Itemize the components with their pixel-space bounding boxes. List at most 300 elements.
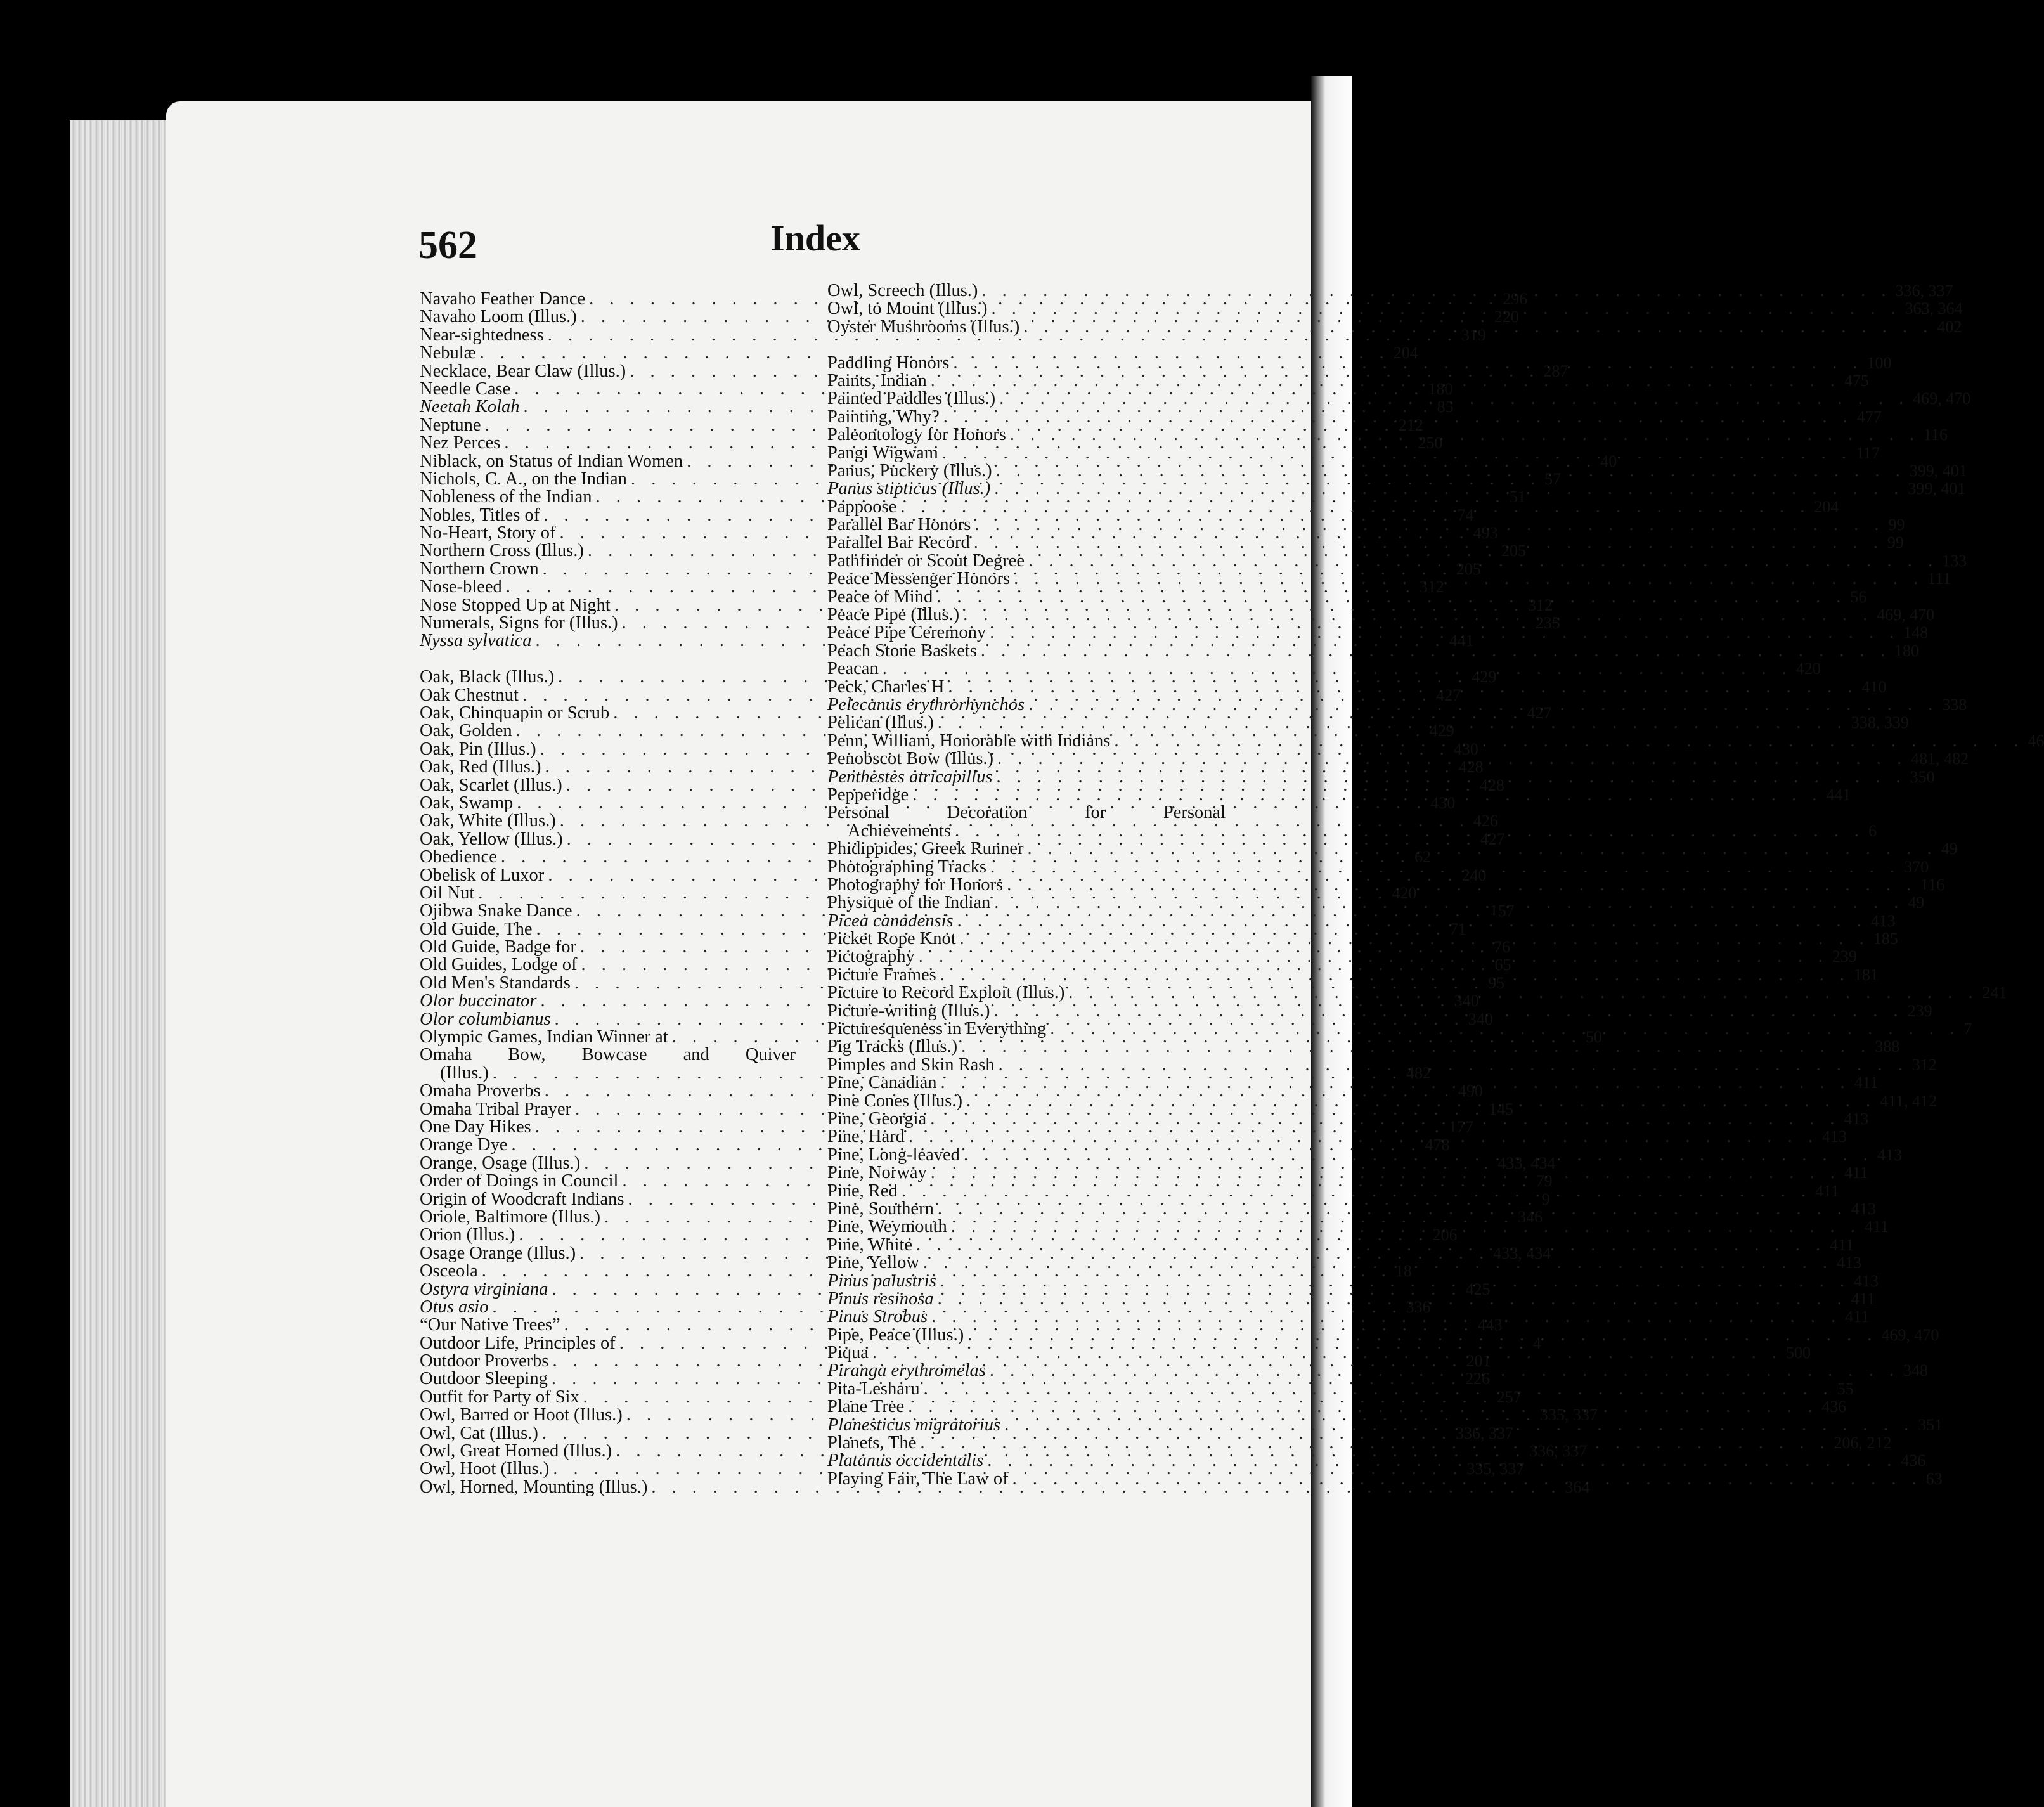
index-entry-pages: 481, 482: [1911, 749, 1969, 768]
index-entry-label: Pine, Southern: [827, 1198, 934, 1219]
index-entry-pages: 287: [1543, 361, 1569, 380]
index-entry-label: Pelican (Illus.): [827, 713, 934, 733]
index-entry-label: Oak, Golden: [420, 721, 512, 741]
dot-leader: [943, 408, 1853, 426]
index-entry-label: Pine, Norway: [827, 1163, 927, 1183]
index-entry-pages: 427: [1480, 829, 1505, 848]
dot-leader: [957, 912, 1867, 930]
index-entry-pages: 180: [1428, 379, 1453, 398]
index-entry-pages: 420: [1795, 659, 1821, 678]
index-entry-label: Pine, Georgia: [827, 1108, 927, 1129]
index-entry-label: Pine, Yellow: [827, 1253, 919, 1273]
index-entry-pages: 336, 337: [1455, 1423, 1513, 1442]
index-entry-pages: 205: [1456, 559, 1481, 578]
index-section-gap: [827, 336, 1226, 354]
dot-leader: [930, 1110, 1840, 1128]
index-entry-pages: 436: [1901, 1451, 1926, 1470]
index-entry-label: Pappoose: [827, 496, 897, 517]
dot-leader: [997, 750, 1907, 768]
index-entry-label: Planets, The: [827, 1433, 917, 1453]
dot-leader: [999, 1056, 1908, 1074]
index-entry-label: Pelecanus erythrorhynchos: [827, 694, 1025, 715]
dot-leader: [912, 786, 1822, 804]
index-entry-pages: 49: [1941, 839, 1958, 858]
dot-leader: [1012, 1470, 1922, 1488]
dot-leader: [996, 462, 1906, 480]
dot-leader: [940, 1273, 1850, 1290]
dot-leader: [916, 1236, 1826, 1254]
dot-leader: [999, 390, 1909, 408]
dot-leader: [987, 1452, 1897, 1470]
index-entry-pages: 239: [1907, 1001, 1932, 1020]
index-entry-label: Pinus Strobus: [827, 1307, 928, 1327]
dot-leader: [1004, 1416, 1914, 1434]
index-entry-label: Outfit for Party of Six: [420, 1387, 579, 1407]
index-entry-label: Old Men's Standards: [420, 973, 571, 993]
index-entry-pages: 335, 337: [1539, 1406, 1598, 1425]
index-entry-label: Pimples and Skin Rash: [827, 1054, 995, 1075]
index-entry-pages: 206, 212: [1834, 1434, 1892, 1453]
dot-leader: [941, 1074, 1851, 1092]
dot-leader: [1010, 426, 1920, 444]
dot-leader: [961, 1038, 1871, 1056]
index-entry-label: Painted Paddles (Illus.): [827, 389, 996, 409]
index-entry-label: Navaho Feather Dance: [420, 289, 586, 309]
index-entry-label: Plane Tree: [827, 1397, 905, 1417]
index-entry-pages: 346: [1518, 1207, 1543, 1226]
index-entry-label: Photographing Tracks: [827, 857, 986, 877]
index-entry-label: Picket Rope Knot: [827, 929, 956, 949]
index-entry-pages: 212: [1398, 415, 1423, 434]
index-entry-label: Nebulæ: [420, 343, 476, 363]
index-entry-pages: 426: [1473, 812, 1498, 831]
dot-leader: [900, 498, 1810, 516]
index-entry-label: Peck, Charles H: [827, 677, 945, 697]
index-entry-label: Pine, Long-leaved: [827, 1144, 960, 1165]
index-entry-pages: 402: [1937, 317, 1962, 336]
dot-leader: [996, 768, 1906, 786]
index-entry-pages: 351: [1918, 1415, 1943, 1434]
index-entry-pages: 46: [2028, 731, 2044, 750]
index-entry-pages: 413: [1870, 911, 1896, 930]
dot-leader: [990, 858, 1900, 876]
index-entry-pages: 399, 401: [1909, 461, 1967, 480]
index-entry-pages: 180: [1894, 641, 1920, 660]
index-entry-label: Oil Nut: [420, 883, 475, 903]
index-entry-label: Omaha Bow, Bowcase and Quiver: [420, 1045, 796, 1065]
index-entry-label: Photography for Honors: [827, 874, 1004, 895]
index-entry-label: Oyster Mushrooms (Illus.): [827, 316, 1020, 337]
index-entry-pages: 338: [1942, 695, 1967, 714]
index-entry-pages: 338, 339: [1851, 713, 1909, 732]
index-entry-label: Pinus palustris: [827, 1271, 936, 1291]
index-entry-pages: 181: [1853, 965, 1879, 984]
dot-leader: [981, 282, 1891, 300]
index-entry-pages: 71: [1449, 919, 1466, 938]
dot-leader: [931, 372, 1840, 390]
index-entry-pages: 413: [1877, 1145, 1903, 1164]
index-entry-pages: 336, 337: [1895, 282, 1953, 300]
dot-leader: [938, 1200, 1847, 1218]
index-entry-pages: 76: [1494, 938, 1511, 957]
index-entry-label: Penn, William, Honorable with Indians: [827, 730, 1111, 751]
index-entry-label: Nez Perces: [420, 433, 501, 453]
index-entry-pages: 55: [1837, 1379, 1854, 1398]
dot-leader: [948, 678, 1858, 696]
dot-leader: [1028, 840, 1937, 858]
index-entry-pages: 427: [1527, 703, 1552, 722]
index-entry-label: Paddling Honors: [827, 353, 950, 373]
index-entry-pages: 6: [1868, 821, 1877, 840]
index-entry-pages: 477: [1856, 407, 1882, 426]
dot-leader: [1028, 552, 1938, 570]
index-entry-label: Oak, Chinquapin or Scrub: [420, 703, 610, 723]
index-entry-label: Pine, Red: [827, 1181, 898, 1201]
index-entry-label: Phidippides, Greek Runner: [827, 839, 1024, 859]
index-entry-pages: 413: [1844, 1109, 1869, 1128]
index-entry-label: Obedience: [420, 847, 497, 867]
dot-leader: [990, 624, 1899, 642]
index-entry-pages: 177: [1448, 1117, 1473, 1136]
index-entry-pages: 4: [1532, 1333, 1541, 1352]
index-section-gap: [420, 651, 796, 668]
index-entry-label: Owl, Cat (Illus.): [420, 1423, 538, 1443]
index-entry-pages: 441: [1826, 785, 1851, 804]
index-entry-label: Penthestes atricapillus: [827, 767, 993, 787]
index-entry-pages: 433, 434: [1493, 1243, 1551, 1262]
index-entry-label: Owl, Hoot (Illus.): [420, 1459, 550, 1479]
index-entry-label: Picture to Record Exploit (Illus.): [827, 983, 1065, 1003]
index-entry-pages: 7: [1963, 1020, 1972, 1039]
index-entry-pages: 49: [1908, 893, 1925, 912]
dot-leader: [1023, 318, 1933, 336]
index-entry-label: Olympic Games, Indian Winner at: [420, 1027, 668, 1047]
page-edges: [70, 120, 171, 1807]
index-entry-label: Nobles, Titles of: [420, 505, 540, 525]
dot-leader: [938, 1290, 1847, 1308]
index-entry-pages: 411: [1814, 1181, 1839, 1200]
index-entry-pages: 429: [1429, 722, 1454, 741]
index-entry-label: Platanus occidentalis: [827, 1451, 984, 1471]
index-entry-label: Obelisk of Luxor: [420, 865, 545, 885]
index-entry-label: Nose Stopped Up at Night: [420, 595, 611, 615]
index-entry-label: Achievements: [848, 820, 952, 841]
dot-leader: [994, 894, 1904, 912]
index-entry-label: Old Guides, Lodge of: [420, 955, 578, 975]
index-entry-pages: 9: [1541, 1189, 1550, 1208]
index-entry-label: Numerals, Signs for (Illus.): [420, 613, 618, 633]
index-entry-pages: 56: [1850, 587, 1867, 606]
index-entry-pages: 428: [1458, 758, 1484, 777]
index-entry-pages: 420: [1392, 883, 1417, 902]
index-entry-pages: 425: [1465, 1279, 1491, 1299]
index-entry-pages: 157: [1489, 902, 1515, 921]
index-entry-pages: 148: [1903, 623, 1929, 642]
dot-leader: [923, 1254, 1833, 1272]
index-entry-label: Pepperidge: [827, 784, 909, 805]
index-entry-pages: 241: [1982, 983, 2007, 1002]
index-entry-label: Northern Crown: [420, 559, 539, 579]
index-entry-label: Picture Frames: [827, 964, 936, 985]
index-entry-pages: 427: [1436, 685, 1461, 704]
index-entry-label: Pine Cones (Illus.): [827, 1091, 962, 1111]
index-entry-label: Playing Fair, The Law of: [827, 1468, 1009, 1489]
dot-leader: [964, 1146, 1873, 1164]
index-entry-pages: 65: [1494, 955, 1511, 975]
index-entry-label: Pita-Lesharu: [827, 1378, 920, 1399]
index-entry-label: Orange Dye: [420, 1135, 508, 1155]
index-entry-pages: 410: [1861, 677, 1887, 696]
index-entry-label: Painting, Why?: [827, 406, 940, 427]
index-entry-pages: 201: [1466, 1352, 1491, 1371]
index-entry-label: Owl, Screech (Illus.): [827, 281, 978, 301]
index-entry-pages: 18: [1395, 1262, 1412, 1281]
index-entry-label: Picea canadensis: [827, 910, 954, 931]
dot-leader: [953, 354, 1863, 372]
index-entry-pages: 250: [1418, 434, 1443, 453]
index-entry-pages: 85: [1437, 398, 1454, 417]
index-entry-label: Paleontology for Honors: [827, 425, 1006, 445]
index-entry-pages: 364: [1565, 1477, 1590, 1496]
index-entry-label: Parallel Bar Honors: [827, 515, 971, 535]
index-entry-pages: 413: [1851, 1199, 1876, 1218]
index-entry-label: Pine, Canadian: [827, 1073, 937, 1093]
index-entry-pages: 340: [1454, 992, 1479, 1011]
dot-leader: [992, 300, 1901, 318]
index-entry-label: Panus stipticus (Illus.): [827, 479, 991, 499]
index-entry-pages: 296: [1503, 290, 1528, 308]
index-entry-label: Pangi Wigwam: [827, 443, 938, 463]
index-entry-pages: 62: [1414, 848, 1431, 867]
index-entry-pages: 493: [1473, 524, 1498, 543]
index-entry-pages: 370: [1904, 857, 1929, 876]
index-entry-label: Pig Tracks (Illus.): [827, 1037, 958, 1057]
index-entry-pages: 350: [1910, 767, 1935, 786]
index-entry-pages: 500: [1786, 1344, 1811, 1363]
index-entry-pages: 411: [1845, 1307, 1870, 1326]
index-entry-label: Personal Decoration for Personal: [827, 803, 1226, 823]
index-entry-pages: 74: [1457, 505, 1474, 524]
index-entry-pages: 57: [1544, 469, 1562, 488]
index-entry-label: Oak, Scarlet (Illus.): [420, 775, 562, 795]
index-entry-label: Nichols, C. A., on the Indian: [420, 469, 627, 489]
index-entry-pages: 226: [1465, 1370, 1490, 1389]
index-entry-pages: 348: [1903, 1361, 1929, 1380]
index-entry-pages: 117: [1855, 443, 1880, 462]
index-entry-pages: 399, 401: [1908, 479, 1966, 498]
index-entry-pages: 312: [1419, 578, 1444, 597]
dot-leader: [993, 1002, 1903, 1020]
dot-leader: [1007, 876, 1917, 894]
index-entry: [827, 804, 1226, 822]
index-entry-label: Old Guide, Badge for: [420, 937, 576, 957]
index-entry-label: Picturesqueness in Everything: [827, 1019, 1047, 1039]
index-entry-label: Neptune: [420, 415, 481, 435]
index-entry-label: Oak, Pin (Illus.): [420, 739, 536, 759]
index-entry-pages: 490: [1458, 1082, 1483, 1101]
index-entry-label: Omaha Proverbs: [420, 1081, 541, 1101]
index-entry-label: Nobleness of the Indian: [420, 487, 592, 507]
index-entry-pages: 204: [1814, 497, 1839, 516]
index-entry-label: Oak, Black (Illus.): [420, 667, 555, 687]
index-entry-label: Pinus resinosa: [827, 1288, 934, 1309]
dot-leader: [919, 948, 1828, 966]
index-entry-pages: 436: [1821, 1397, 1847, 1416]
index-entry-label: Nyssa sylvatica: [420, 631, 532, 651]
index-entry-pages: 116: [1923, 425, 1948, 444]
dot-leader: [924, 1380, 1834, 1398]
index-entry-pages: 428: [1479, 775, 1504, 794]
index-entry-label: Physique of the Indian: [827, 893, 991, 913]
index-entry-label: One Day Hikes: [420, 1117, 531, 1137]
index-entry-label: Pine, White: [827, 1234, 913, 1255]
index-entry-pages: 430: [1430, 793, 1456, 812]
index-entry-label: Peach Stone Baskets: [827, 640, 977, 661]
index-entry-label: Orion (Illus.): [420, 1225, 515, 1245]
dot-leader: [981, 642, 1891, 660]
index-entry-pages: 443: [1477, 1316, 1503, 1335]
index-entry-label: Navaho Loom (Illus.): [420, 307, 577, 327]
index-entry-label: Niblack, on Status of Indian Women: [420, 451, 683, 471]
dot-leader: [920, 1434, 1830, 1452]
index-entry-label: Pipe, Peace (Illus.): [827, 1324, 964, 1345]
index-entry-label: Outdoor Life, Principles of: [420, 1333, 616, 1353]
index-entry-label: Osceola: [420, 1261, 478, 1281]
dot-leader: [994, 480, 1904, 498]
index-entry-pages: 411: [1851, 1289, 1875, 1308]
index-entry-label: Omaha Tribal Prayer: [420, 1099, 572, 1119]
index-entry-pages: 111: [1927, 569, 1951, 588]
dot-leader: [1014, 570, 1924, 588]
dot-leader: [960, 930, 1870, 948]
index-entry-label: Northern Cross (Illus.): [420, 541, 584, 561]
index-entry-label: Necklace, Bear Claw (Illus.): [420, 361, 626, 381]
page-number: 562: [418, 224, 477, 267]
index-entry-pages: 388: [1875, 1037, 1900, 1056]
index-entry-label: Otus asio: [420, 1297, 489, 1317]
index-entry-label: Ojibwa Snake Dance: [420, 901, 572, 921]
index-entry-pages: 336, 337: [1529, 1442, 1588, 1461]
dot-leader: [1050, 1020, 1960, 1038]
index-entry-label: Peace Pipe (Illus.): [827, 605, 960, 625]
index-entry-label: Oriole, Baltimore (Illus.): [420, 1207, 600, 1227]
index-entry-label: Owl, Great Horned (Illus.): [420, 1441, 612, 1461]
index-entry-label: Owl, Barred or Hoot (Illus.): [420, 1405, 623, 1425]
index-entry-pages: 145: [1489, 1099, 1514, 1118]
index-entry-pages: 411: [1864, 1217, 1889, 1236]
dot-leader: [974, 534, 1884, 552]
index-entry-pages: 220: [1494, 308, 1519, 327]
index-entry-pages: 204: [1393, 344, 1418, 363]
index-entry-label: “Our Native Trees”: [420, 1315, 560, 1335]
index-entry-pages: 50: [1585, 1028, 1602, 1047]
index-entry-label: Parallel Bar Record: [827, 533, 970, 553]
dot-leader: [966, 1092, 1876, 1110]
index-entry-label: Olor buccinator: [420, 991, 537, 1011]
dot-leader: [942, 444, 1852, 462]
index-entry-pages: 205: [1501, 541, 1526, 560]
index-entry-pages: 469, 470: [1877, 606, 1935, 625]
index-entry-pages: 99: [1888, 515, 1905, 534]
index-entry-label: Pine, Weymouth: [827, 1217, 947, 1237]
index-entry-pages: 240: [1461, 865, 1487, 884]
index-entry-pages: 312: [1527, 595, 1553, 614]
index-entry-pages: 433, 434: [1497, 1153, 1556, 1172]
index-entry-label: No-Heart, Story of: [420, 523, 556, 543]
index-entry-label: Peace Messenger Honors: [827, 569, 1011, 589]
index-entry-label: Penobscot Bow (Illus.): [827, 749, 994, 769]
index-entry-pages: 40: [1600, 451, 1617, 470]
index-entry-pages: 469, 470: [1913, 389, 1971, 408]
index-entry-pages: 257: [1496, 1387, 1522, 1406]
index-entry-label: Needle Case: [420, 379, 511, 399]
index-entry-pages: 312: [1911, 1055, 1937, 1074]
index-entry-label: Planesticus migratorius: [827, 1415, 1001, 1435]
dot-leader: [955, 822, 1865, 840]
index-entry-pages: 413: [1837, 1253, 1862, 1273]
index-entry-pages: 413: [1853, 1271, 1879, 1290]
dot-leader: [908, 1398, 1818, 1416]
index-entry-label: Order of Doings in Council: [420, 1171, 619, 1191]
index-entry-label: Peacan: [827, 659, 879, 679]
index-entry-label: Oak, Swamp: [420, 793, 514, 813]
index-entry-label: (Illus.): [440, 1063, 489, 1083]
index-entry-label: Old Guide, The: [420, 919, 533, 939]
index-entry-pages: 411: [1830, 1235, 1854, 1254]
index-entry-pages: 441: [1449, 631, 1474, 651]
index-entry-label: Neetah Kolah: [420, 397, 520, 417]
index-entry: [420, 1046, 796, 1064]
index-entry-pages: 99: [1887, 533, 1904, 552]
index-entry-label: Oak Chestnut: [420, 685, 519, 705]
index-entry-pages: 363, 364: [1905, 299, 1963, 318]
dot-leader: [902, 1182, 1811, 1200]
index-entry-pages: 475: [1844, 371, 1869, 390]
index-entry-pages: 95: [1488, 973, 1504, 992]
dot-leader: [990, 1362, 1899, 1380]
index-entry-label: Piranga erythromelas: [827, 1361, 986, 1381]
index-entry-pages: 319: [1461, 325, 1486, 344]
index-entry-label: Paints, Indian: [827, 370, 927, 391]
index-entry-pages: 51: [1509, 488, 1526, 507]
index-entry-label: Ostyra virginiana: [420, 1279, 548, 1299]
index-entry-label: Outdoor Proverbs: [420, 1351, 549, 1371]
index-entry-label: Pathfinder or Scout Degree: [827, 550, 1025, 571]
dot-leader: [1028, 696, 1938, 714]
index-entry-pages: 100: [1866, 353, 1892, 372]
index-entry-pages: 239: [1832, 947, 1857, 966]
index-entry-pages: 336: [1406, 1297, 1431, 1316]
index-entry-label: Peace of Mind: [827, 586, 933, 607]
index-entry-label: Near-sightedness: [420, 325, 544, 345]
index-entry-pages: 63: [1925, 1469, 1943, 1488]
dot-leader: [967, 1326, 1877, 1344]
dot-leader: [1068, 984, 1978, 1002]
index-entry-label: Orange, Osage (Illus.): [420, 1153, 581, 1173]
index-entry-label: Pine, Hard: [827, 1127, 905, 1147]
index-entry-label: Outdoor Sleeping: [420, 1369, 548, 1389]
index-entry-label: Panus, Puckery (Illus.): [827, 460, 992, 481]
index-entry-pages: 185: [1873, 929, 1898, 949]
dot-leader: [974, 516, 1884, 534]
index-entry-pages: 429: [1472, 668, 1497, 687]
dot-leader: [1114, 732, 2024, 750]
dot-leader: [931, 1308, 1841, 1326]
index-entry-pages: 116: [1920, 875, 1945, 894]
dot-leader: [936, 588, 1846, 606]
index-entry-pages: 335, 337: [1466, 1460, 1525, 1479]
dot-leader: [938, 714, 1847, 732]
